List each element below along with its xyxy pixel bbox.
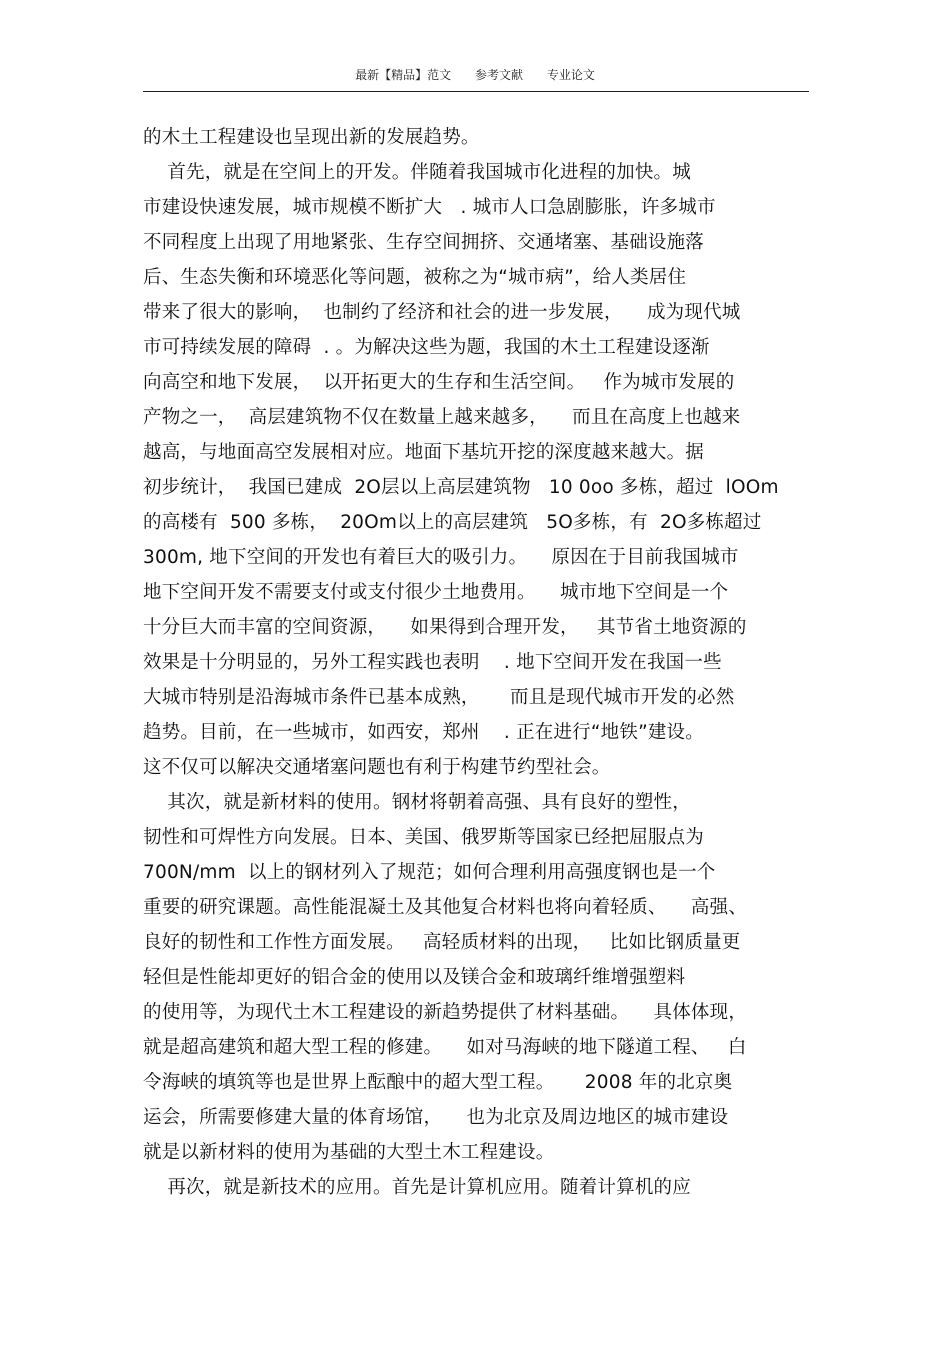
text-line: 韧性和可焊性方向发展。日本、美国、俄罗斯等国家已经把屈服点为 xyxy=(143,827,705,848)
header-item: 最新【精品】范文 xyxy=(355,68,452,82)
text-line: 700N/mm 以上的钢材列入了规范；如何合理利用高强度钢也是一个 xyxy=(143,862,716,883)
text-line: 地下空间开发不需要支付或支付很少土地费用。 城市地下空间是一个 xyxy=(143,582,729,603)
document-body xyxy=(143,120,823,1205)
header-item: 参考文献 xyxy=(474,68,523,82)
text-line: 产物之一， 高层建筑物不仅在数量上越来越多， 而且在高度上也越来 xyxy=(143,407,741,428)
text-line: 就是以新材料的使用为基础的大型土木工程建设。 xyxy=(143,1142,555,1163)
text-line: 轻但是性能却更好的铝合金的使用以及镁合金和玻璃纤维增强塑料 xyxy=(143,967,686,988)
text-line: 令海峡的填筑等也是世界上酝酿中的超大型工程。 2008 年的北京奥 xyxy=(143,1072,733,1093)
text-line: 的高楼有 500 多栋， 20Om以上的高层建筑 5O多栋，有 2O多栋超过 xyxy=(143,512,762,533)
text-line: 的使用等，为现代土木工程建设的新趋势提供了材料基础。 具体体现， xyxy=(143,1002,748,1023)
text-line: 再次，就是新技术的应用。首先是计算机应用。随着计算机的应 xyxy=(143,1177,691,1198)
text-line: 这不仅可以解决交通堵塞问题也有利于构建节约型社会。 xyxy=(143,757,611,778)
text-line: 向高空和地下发展， 以开拓更大的生存和生活空间。 作为城市发展的 xyxy=(143,372,735,393)
text-line: 十分巨大而丰富的空间资源， 如果得到合理开发， 其节省土地资源的 xyxy=(143,617,747,638)
text-line: 重要的研究课题。高性能混凝土及其他复合材料也将向着轻质、 高强、 xyxy=(143,897,748,918)
text-line: 首先，就是在空间上的开发。伴随着我国城市化进程的加快。城 xyxy=(143,162,691,183)
text-line: 市建设快速发展，城市规模不断扩大 . 城市人口急剧膨胀，许多城市 xyxy=(143,197,716,218)
header-divider xyxy=(143,91,809,92)
text-line: 大城市特别是沿海城市条件已基本成熟， 而且是现代城市开发的必然 xyxy=(143,687,735,708)
text-line: 运会，所需要修建大量的体育场馆， 也为北京及周边地区的城市建设 xyxy=(143,1107,729,1128)
text-line: 不同程度上出现了用地紧张、生存空间拥挤、交通堵塞、基础设施落 xyxy=(143,232,705,253)
text-line: 越高，与地面高空发展相对应。地面下基坑开挖的深度越来越大。据 xyxy=(143,442,705,463)
text-line: 的木土工程建设也呈现出新的发展趋势。 xyxy=(143,127,480,148)
page-header xyxy=(0,66,950,83)
text-line: 其次，就是新材料的使用。钢材将朝着高强、具有良好的塑性， xyxy=(143,792,691,813)
header-item: 专业论文 xyxy=(546,68,595,82)
text-line: 趋势。目前，在一些城市，如西安，郑州 . 正在进行“地铁”建设。 xyxy=(143,722,704,743)
text-line: 效果是十分明显的，另外工程实践也表明 . 地下空间开发在我国一些 xyxy=(143,652,722,673)
text-line: 300m, 地下空间的开发也有着巨大的吸引力。 原因在于目前我国城市 xyxy=(143,547,739,568)
text-line: 就是超高建筑和超大型工程的修建。 如对马海峡的地下隧道工程、 白 xyxy=(143,1037,747,1058)
text-line: 带来了很大的影响， 也制约了经济和社会的进一步发展， 成为现代城 xyxy=(143,302,741,323)
text-line: 初步统计， 我国已建成 2O层以上高层建筑物 10 0oo 多栋，超过 lOOm xyxy=(143,477,779,498)
text-line: 后、生态失衡和环境恶化等问题，被称之为“城市病”，给人类居住 xyxy=(143,267,687,288)
text-line: 市可持续发展的障碍 . 。为解决这些为题，我国的木土工程建设逐渐 xyxy=(143,337,710,358)
text-line: 良好的韧性和工作性方面发展。 高轻质材料的出现， 比如比钢质量更 xyxy=(143,932,741,953)
